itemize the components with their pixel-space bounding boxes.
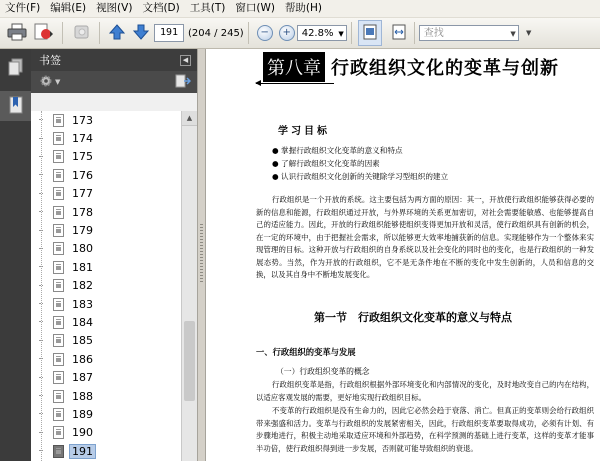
sub-heading: 一、行政组织的变革与发展 — [256, 347, 356, 357]
tree-connector — [39, 211, 43, 213]
bookmark-item[interactable] — [31, 111, 181, 129]
toolbar — [0, 18, 600, 49]
tree-connector — [39, 266, 43, 268]
bookmark-page-icon — [53, 279, 64, 292]
bookmark-item[interactable] — [31, 405, 181, 423]
bookmark-label: 177 — [72, 187, 93, 201]
toolbar-separator — [351, 22, 352, 44]
menu-item[interactable]: 文件(F) — [5, 2, 41, 14]
objectives-heading: 学习目标 — [278, 126, 330, 137]
pages-tab[interactable] — [0, 53, 31, 83]
disabled-tool-button[interactable] — [69, 21, 95, 45]
bookmark-item[interactable] — [31, 424, 181, 442]
tree-connector — [39, 303, 43, 305]
tree-connector — [39, 174, 43, 176]
bookmark-item[interactable] — [31, 350, 181, 368]
bookmark-label: 173 — [72, 113, 93, 127]
bookmark-item[interactable] — [31, 258, 181, 276]
arrow-up-icon — [108, 23, 126, 44]
chapter-title: 行政组织文化的变革与创新 — [331, 58, 559, 79]
tree-connector — [39, 377, 43, 379]
menu-item[interactable]: 工具(T) — [189, 2, 226, 14]
chevron-down-icon[interactable]: ▼ — [338, 30, 344, 38]
search-placeholder: 查找 — [423, 28, 444, 39]
tree-connector — [39, 119, 43, 121]
bookmark-item[interactable] — [31, 368, 181, 386]
scroll-up-arrow[interactable]: ▲ — [182, 111, 197, 126]
bookmark-item[interactable] — [31, 203, 181, 221]
create-pdf-button[interactable] — [30, 21, 58, 45]
navigation-pane-strip — [0, 49, 31, 461]
intro-paragraph: 行政组织是一个开放的系统。这主要包括为两方面的原因：其一，开放使行政组织能够获得必要的新的信息和能源，行政组织通过开放，与外界环境的关系更加密切，对社会需要能敏感、也能够提高自己的适应能力。因此，开放的行政组织能够使组织变得更加开放和灵活，使行政组织具有创新的机会，在一定的环境中，由于把握社会需求，所以能够更大效率地捕获新的信息。实现能够作为一个整体来实现管理的目标。这种开放与行政组织的自身系统以及社会变化的同时也的变化，也是行政组织的一种发展态势。当然，作为开放的行政组织，它不是无条件地在不断的变化中发生创新的，人员和信息的交换，以及其自身中不断地发展变化。 — [256, 195, 594, 279]
bookmark-label: 187 — [72, 371, 93, 385]
tree-connector — [39, 432, 43, 434]
bookmark-item[interactable] — [31, 166, 181, 184]
tree-connector — [39, 358, 43, 360]
tree-connector — [39, 193, 43, 195]
bookmark-page-icon — [53, 132, 64, 145]
panel-header — [31, 49, 197, 71]
tree-connector — [39, 450, 43, 452]
objective-item: ● 认识行政组织文化创新的关键除学习型组织的建立 — [272, 172, 449, 181]
bookmark-page-icon — [53, 187, 64, 200]
page-count: (204 / 245) — [188, 27, 244, 39]
panel-splitter[interactable] — [197, 49, 206, 461]
paragraph: 不变革的行政组织是没有生命力的，因此它必然会趋于衰落、消亡。但真正的变革则会给行政组织带来强盛和活力。变革与行政组织的发展紧密相关，因此，行政组织变革要取得成功，必须有计划、有步骤地进行，积极主动地采取适应环境和外部趋势，在科学预测的基础上进行变革，这样的变革才能事半功倍，使行政组织得到进一步发展，否则就可能导致组织的衰退。 — [256, 406, 594, 453]
collapse-panel-button[interactable]: ◀ — [180, 55, 191, 66]
bookmark-label: 174 — [72, 132, 93, 146]
bookmark-page-icon — [53, 150, 64, 163]
bookmark-item[interactable] — [31, 277, 181, 295]
scroll-thumb[interactable] — [184, 321, 195, 401]
bookmark-item[interactable] — [31, 332, 181, 350]
bookmark-item[interactable] — [31, 148, 181, 166]
tree-connector — [39, 230, 43, 232]
zoom-value: 42.8% — [301, 28, 334, 39]
pdf-document-icon — [33, 23, 55, 44]
chevron-down-icon: ▼ — [526, 29, 532, 37]
bookmark-label: 188 — [72, 389, 93, 403]
next-page-button[interactable] — [130, 21, 152, 45]
bookmark-page-icon — [53, 426, 64, 439]
search-input[interactable] — [419, 25, 519, 41]
menu-item[interactable]: 视图(V) — [96, 2, 133, 14]
bookmark-page-icon — [53, 353, 64, 366]
gear-icon — [39, 74, 53, 91]
objective-item: ● 掌握行政组织文化变革的意义和特点 — [272, 146, 403, 155]
bookmark-label: 182 — [72, 279, 93, 293]
plus-icon: + — [279, 25, 295, 41]
bookmark-page-icon — [53, 224, 64, 237]
tree-connector — [39, 248, 43, 250]
panel-title: 书签 — [39, 54, 61, 67]
toolbar-separator — [248, 22, 249, 44]
toolbar-separator — [414, 22, 415, 44]
chevron-down-icon[interactable]: ▼ — [510, 30, 516, 38]
toolbar-overflow-button[interactable] — [522, 21, 536, 45]
zoom-out-button[interactable] — [255, 21, 275, 45]
expand-bookmark-button[interactable] — [175, 74, 191, 91]
bookmark-item[interactable] — [31, 240, 181, 258]
bookmark-list — [31, 111, 182, 461]
bookmark-label: 184 — [72, 315, 93, 329]
bookmarks-tab[interactable] — [0, 91, 31, 121]
tree-connector — [39, 285, 43, 287]
menu-item[interactable]: 帮助(H) — [284, 2, 323, 14]
bookmark-item[interactable] — [31, 129, 181, 147]
print-button[interactable] — [6, 21, 28, 45]
fit-page-button[interactable] — [358, 20, 382, 46]
zoom-in-button[interactable] — [277, 21, 297, 45]
page-number-input[interactable]: 191 — [154, 24, 184, 42]
bookmark-label: 185 — [72, 334, 93, 348]
minus-icon: − — [257, 25, 273, 41]
menu-item[interactable]: 文档(D) — [142, 2, 180, 14]
bookmark-page-icon — [53, 316, 64, 329]
bookmark-item[interactable] — [31, 221, 181, 239]
puzzle-icon — [72, 23, 92, 44]
bookmark-scrollbar[interactable] — [182, 111, 197, 461]
bookmark-label: 190 — [72, 426, 93, 440]
chapter-underline-arrow — [256, 83, 334, 84]
bookmarks-panel — [31, 49, 197, 461]
bookmark-label: 191 — [72, 444, 93, 458]
chapter-heading — [263, 52, 559, 82]
bookmark-page-icon — [53, 390, 64, 403]
pages-icon — [8, 58, 24, 79]
tree-connector — [39, 321, 43, 323]
bookmark-label: 180 — [72, 242, 93, 256]
toolbar-separator — [99, 22, 100, 44]
chevron-down-icon: ▼ — [55, 78, 61, 86]
bookmark-page-icon — [53, 408, 64, 421]
bookmark-item[interactable] — [31, 185, 181, 203]
options-button[interactable] — [39, 74, 60, 91]
bookmark-page-icon — [53, 334, 64, 347]
bookmark-label: 189 — [72, 407, 93, 421]
bookmark-item[interactable] — [31, 313, 181, 331]
bookmark-label: 179 — [72, 224, 93, 238]
section-heading: 第一节 行政组织文化变革的意义与特点 — [314, 311, 512, 324]
chapter-label: 第八章 — [263, 52, 325, 82]
bookmark-icon — [8, 96, 24, 117]
splitter-grip[interactable] — [200, 224, 203, 284]
tree-connector — [39, 156, 43, 158]
paragraph: 行政组织变革是指，行政组织根据外部环境变化和内部情况的变化，及时地改变自己的内在结构，以适应客观发展的需要，更好地实现行政组织目标。 — [256, 380, 594, 402]
zoom-level-field[interactable] — [297, 25, 347, 41]
bookmark-label: 186 — [72, 352, 93, 366]
bookmark-page-icon — [53, 298, 64, 311]
bookmark-page-icon — [53, 445, 64, 458]
previous-page-button[interactable] — [106, 21, 128, 45]
fit-page-icon — [363, 24, 377, 43]
bookmark-item[interactable] — [31, 387, 181, 405]
tree-connector — [39, 138, 43, 140]
document-page — [206, 49, 600, 461]
bookmark-page-icon — [53, 114, 64, 127]
fit-width-icon — [391, 24, 407, 43]
bookmark-item[interactable] — [31, 295, 181, 313]
menu-item[interactable]: 窗口(W) — [235, 2, 275, 14]
tree-connector — [39, 395, 43, 397]
arrow-down-icon — [132, 23, 150, 44]
toolbar-separator — [62, 22, 63, 44]
bookmark-page-icon — [53, 169, 64, 182]
bookmark-label: 175 — [72, 150, 93, 164]
bookmark-label: 178 — [72, 205, 93, 219]
bookmark-expand-icon — [175, 78, 191, 91]
bookmark-page-icon — [53, 261, 64, 274]
menu-item[interactable]: 编辑(E) — [50, 2, 87, 14]
bookmark-label: 181 — [72, 260, 93, 274]
bookmark-page-icon — [53, 242, 64, 255]
bookmark-page-icon — [53, 206, 64, 219]
tree-connector — [39, 340, 43, 342]
bookmark-label: 176 — [72, 168, 93, 182]
bookmark-item[interactable] — [31, 442, 181, 460]
panel-toolbar — [31, 71, 197, 93]
tree-connector — [39, 413, 43, 415]
bookmark-label: 183 — [72, 297, 93, 311]
menubar — [0, 0, 600, 18]
bookmark-page-icon — [53, 371, 64, 384]
subsub-heading: （一）行政组织变革的概念 — [276, 367, 370, 376]
objective-item: ● 了解行政组织文化变革的因素 — [272, 159, 380, 168]
printer-icon — [7, 23, 27, 44]
fit-width-button[interactable] — [388, 21, 410, 45]
